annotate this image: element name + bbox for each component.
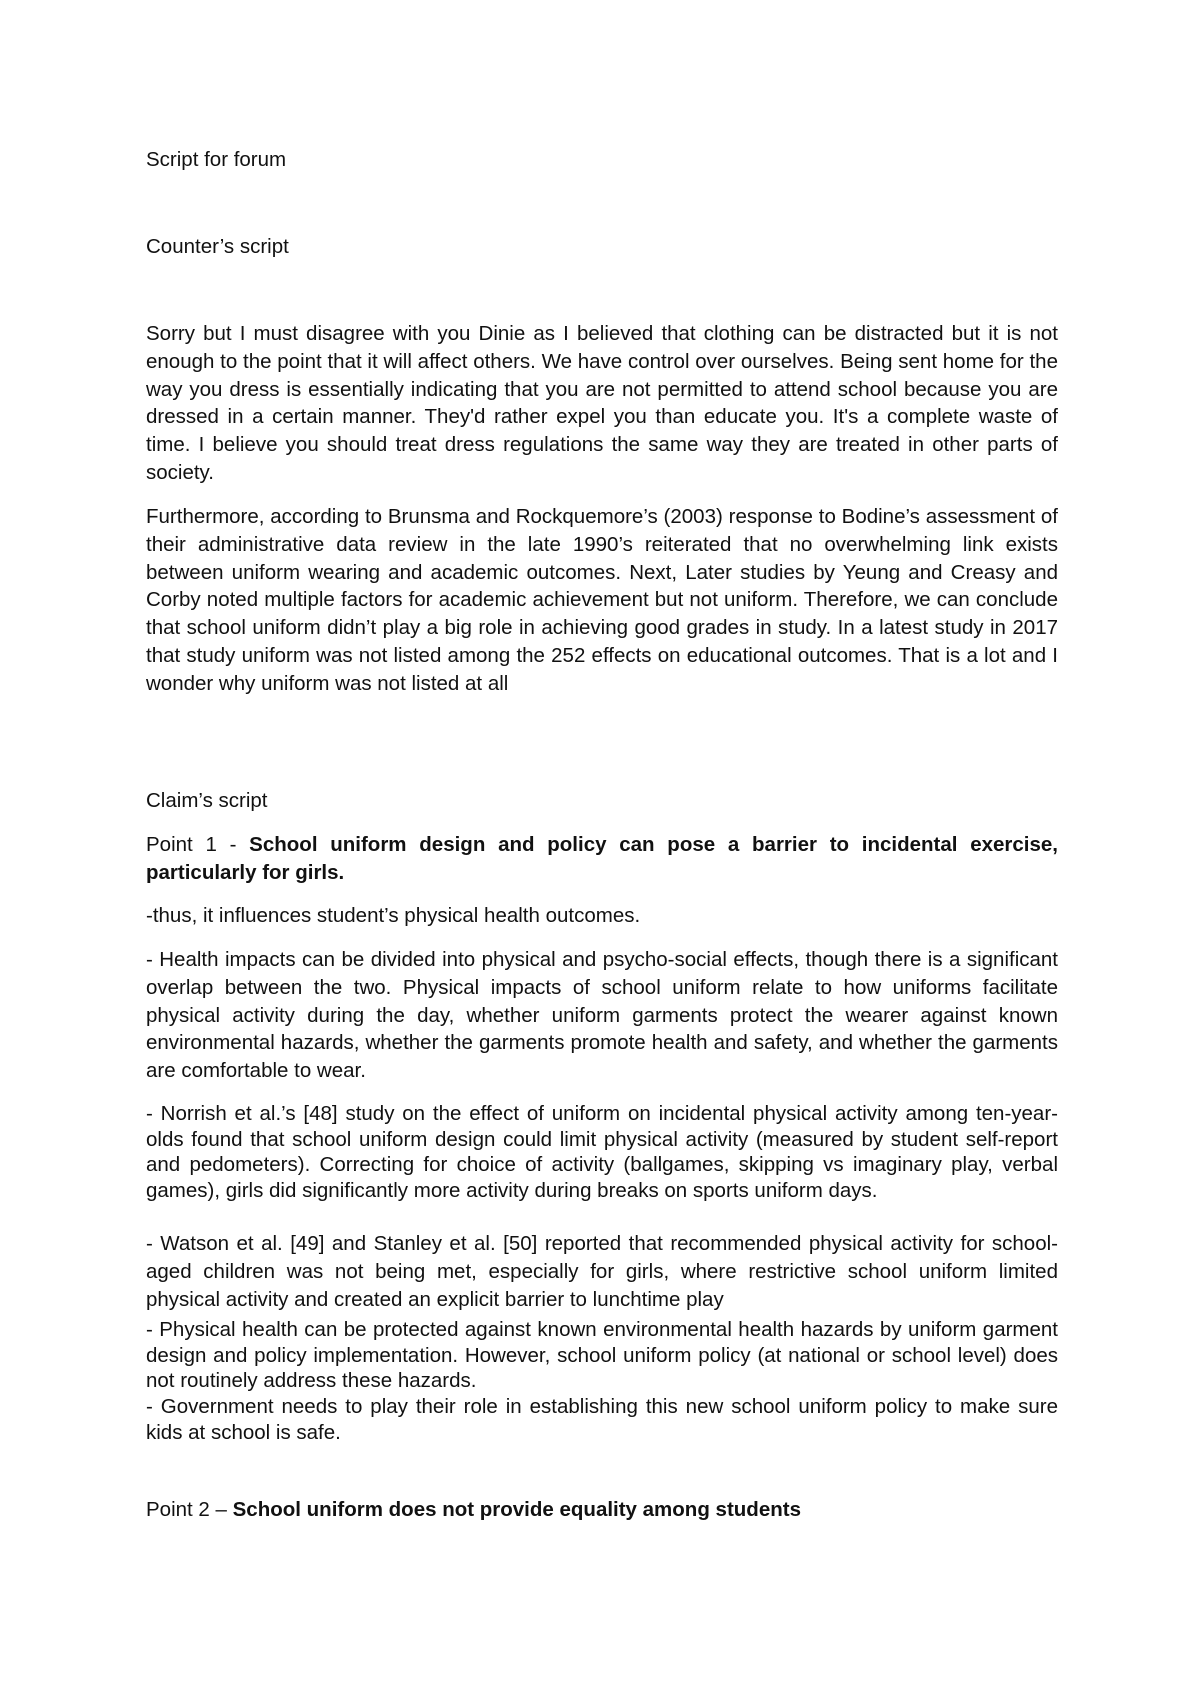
point-1-paragraph-4-text: - Watson et al. [49] and Stanley et al. [50] reported that recommended physical activity for school-aged children was not being met, especially for girls, where restrictive school uniform limited physical activity and created an explicit barrier to lunchtime play [146,1232,1058,1311]
point-1-paragraph-3-text: - Norrish et al.’s [48] study on the effect of uniform on incidental physical activity among ten-year-olds found that school uniform design could limit physical activity (measured by student self-report and pedometers). Correcting for choice of activity (ballgames, skipping vs imaginary play, verbal games), girls did significantly more activity during breaks on sports uniform days. [146,1102,1058,1202]
point-1-prefix: Point 1 - [146,833,250,856]
point-2-claim: School uniform does not provide equality among students [232,1498,801,1521]
document-title: Script for forum [146,148,287,171]
point-1-paragraph-5 [146,1317,1058,1394]
point-1-paragraph-3 [146,1101,1058,1203]
point-1-paragraph-2 [146,946,1058,1085]
point-1-paragraph-6-text: - Government needs to play their role in establishing this new school uniform policy to make sure kids at school is safe. [146,1395,1058,1444]
point-1-line-1: -thus, it influences student’s physical health outcomes. [146,904,641,927]
point-1-paragraph-2-text: - Health impacts can be divided into physical and psycho-social effects, though there is a significant overlap between the two. Physical impacts of school uniform relate to how uniforms facilitate physical activity during the day, whether uniform garments protect the wearer against known environmental hazards, whether the garments promote health and safety, and whether the garments are comfortable to wear. [146,948,1058,1083]
counter-paragraph-2 [146,503,1058,698]
point-1-paragraph-4 [146,1230,1058,1313]
claim-script-heading: Claim’s script [146,789,268,812]
point-1-paragraph-6 [146,1394,1058,1445]
point-1-claim: School uniform design and policy can pose a barrier to incidental exercise, particularly for girls. [146,833,1058,884]
counter-script-heading: Counter’s script [146,235,289,258]
point-1-heading [146,831,1058,887]
counter-paragraph-1-text: Sorry but I must disagree with you Dinie as I believed that clothing can be distracted but it is not enough to the point that it will affect others. We have control over ourselves. Being sent home for the way you dress is essentially indicating that you are not permitted to attend school because you are dressed in a certain manner. They'd rather expel you than educate you. It's a complete waste of time. I believe you should treat dress regulations the same way they are treated in other parts of society. [146,322,1058,484]
point-2-prefix: Point 2 – [146,1498,233,1521]
point-2-heading [146,1496,1058,1524]
point-1-paragraph-5-text: - Physical health can be protected against known environmental health hazards by uniform garment design and policy implementation. However, school uniform policy (at national or school level) does not routinely address these hazards. [146,1318,1058,1392]
counter-paragraph-1 [146,320,1058,487]
counter-paragraph-2-text: Furthermore, according to Brunsma and Rockquemore’s (2003) response to Bodine’s assessment of their administrative data review in the late 1990’s reiterated that no overwhelming link exists between uniform wearing and academic outcomes. Next, Later studies by Yeung and Creasy and Corby noted multiple factors for academic achievement but not uniform. Therefore, we can conclude that school uniform didn’t play a big role in achieving good grades in study. In a latest study in 2017 that study uniform was not listed among the 252 effects on educational outcomes. That is a lot and I wonder why uniform was not listed at all [146,505,1058,695]
